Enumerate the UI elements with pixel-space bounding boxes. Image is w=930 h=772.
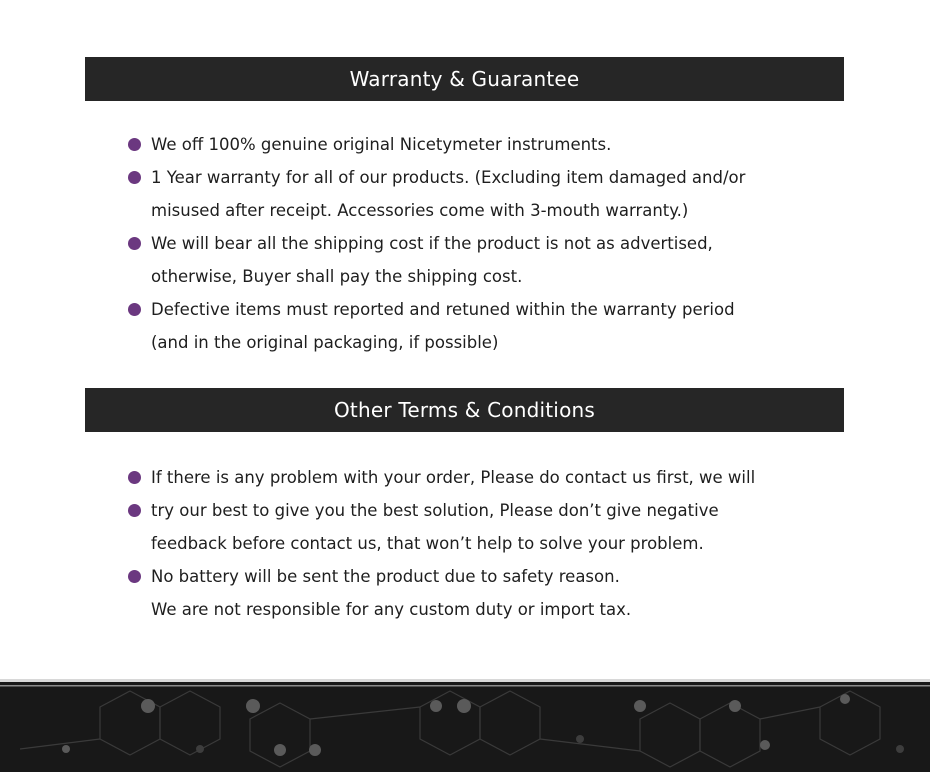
terms-list bbox=[128, 461, 828, 626]
bullet-icon bbox=[128, 570, 141, 583]
list-item bbox=[128, 293, 828, 326]
bullet-icon bbox=[128, 171, 141, 184]
list-item-text: We are not responsible for any custom duty or import tax. bbox=[151, 600, 632, 619]
bullet-icon bbox=[128, 138, 141, 151]
list-item-text: No battery will be sent the product due to safety reason. bbox=[151, 567, 620, 586]
list-item-continuation bbox=[128, 593, 828, 626]
decorative-footer-banner bbox=[0, 679, 930, 772]
bullet-icon bbox=[128, 303, 141, 316]
list-item-text: Defective items must reported and retuned within the warranty period bbox=[151, 300, 735, 319]
list-item bbox=[128, 161, 828, 194]
terms-title: Other Terms & Conditions bbox=[333, 398, 595, 422]
list-item bbox=[128, 560, 828, 593]
list-item-text: try our best to give you the best solution, Please don’t give negative bbox=[151, 501, 719, 520]
list-item-text: We off 100% genuine original Nicetymeter instruments. bbox=[151, 135, 612, 154]
list-item bbox=[128, 494, 828, 527]
warranty-title: Warranty & Guarantee bbox=[349, 67, 580, 91]
list-item bbox=[128, 461, 828, 494]
list-item bbox=[128, 128, 828, 161]
list-item-continuation bbox=[128, 194, 828, 227]
list-item bbox=[128, 227, 828, 260]
bullet-icon bbox=[128, 504, 141, 517]
list-item-text: otherwise, Buyer shall pay the shipping cost. bbox=[151, 267, 523, 286]
list-item-text: (and in the original packaging, if possible) bbox=[151, 333, 499, 352]
list-item-continuation bbox=[128, 260, 828, 293]
bullet-icon bbox=[128, 237, 141, 250]
hexagon-pattern-icon bbox=[0, 679, 930, 772]
list-item-text: We will bear all the shipping cost if the product is not as advertised, bbox=[151, 234, 713, 253]
list-item-text: misused after receipt. Accessories come with 3-mouth warranty.) bbox=[151, 201, 689, 220]
list-item-text: If there is any problem with your order, Please do contact us first, we will bbox=[151, 468, 756, 487]
list-item-continuation bbox=[128, 527, 828, 560]
bullet-icon bbox=[128, 471, 141, 484]
list-item-text: 1 Year warranty for all of our products. (Excluding item damaged and/or bbox=[151, 168, 746, 187]
terms-header bbox=[85, 388, 844, 432]
warranty-list bbox=[128, 128, 828, 359]
warranty-header bbox=[85, 57, 844, 101]
list-item-continuation bbox=[128, 326, 828, 359]
list-item-text: feedback before contact us, that won’t help to solve your problem. bbox=[151, 534, 704, 553]
